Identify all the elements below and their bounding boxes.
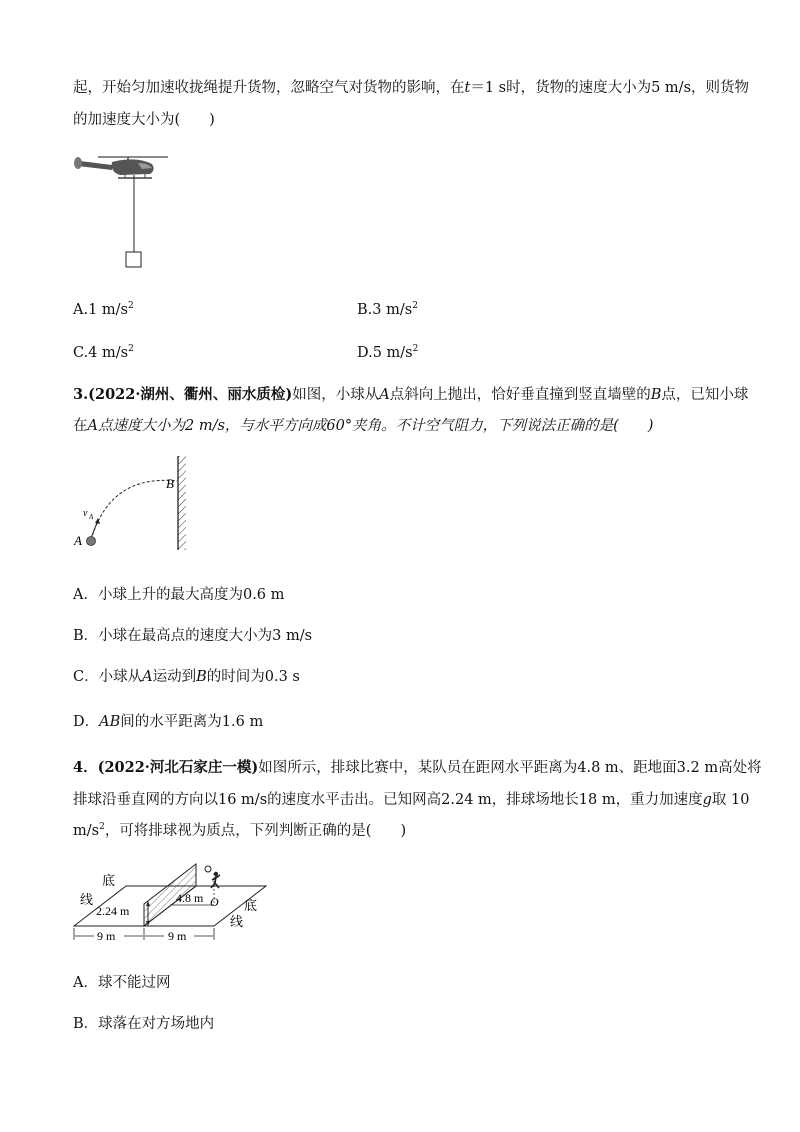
q3-option-c-b: B [196, 669, 207, 685]
q4-stem-line-1 [73, 758, 762, 778]
q2-option-c-exp: 2 [128, 344, 134, 354]
q3-text-d: 在 [73, 418, 88, 434]
q2-option-b-exp: 2 [412, 301, 418, 311]
q2-stem-line-2: 的加速度大小为( ) [73, 112, 215, 128]
q3-source: 3.(2022·湖州、衢州、丽水质检) [73, 386, 293, 403]
q2-stem-text-2: ＝1 s时，货物的速度大小为5 m/s，则货物 [470, 80, 750, 96]
q3-text-b: 点斜向上抛出，恰好垂直撞到竖直墙壁的 [389, 387, 651, 403]
volleyball-court-figure [70, 858, 270, 948]
q3-option-d-text-1: D． [73, 714, 100, 730]
q3-option-b[interactable]: B．小球在最高点的速度大小为3 m/s [73, 628, 313, 644]
q3-point-b: B [650, 387, 662, 403]
q4-option-b[interactable]: B．球落在对方场地内 [73, 1016, 215, 1032]
q3-option-c-a: A [142, 669, 153, 685]
q4-text-2: 排球沿垂直网的方向以16 m/s的速度水平击出。已知网高2.24 m，排球场地长18 m，重力加速度 [73, 792, 703, 808]
q3-option-c-text-3: 的时间为0.3 s [206, 669, 300, 685]
q2-stem-line-1 [73, 78, 749, 98]
seg1-label: 9 m [97, 929, 116, 943]
q4-text-1: 如图所示，排球比赛中，某队员在距网水平距离为4.8 m、距地面3.2 m高处将 [258, 760, 762, 776]
q2-option-c[interactable] [73, 343, 134, 363]
left-baseline-char-2: 线 [80, 892, 94, 907]
point-o-label: O [210, 895, 219, 909]
q3-option-c-text-1: C．小球从 [73, 669, 143, 685]
q2-option-a-text: A.1 m/s [73, 302, 128, 318]
net-height-label: 2.24 m [96, 904, 130, 918]
q2-option-d-text: D.5 m/s [357, 345, 413, 361]
q3-option-c-text-2: 运动到 [152, 669, 197, 685]
q2-stem-text: 起，开始匀加速收拢绳提升货物，忽略空气对货物的影响，在 [73, 80, 465, 96]
label-v: v [83, 508, 88, 519]
q3-text-a: 如图，小球从 [292, 387, 380, 403]
helicopter-figure [70, 148, 180, 273]
q3-stem-line-2 [73, 416, 653, 436]
distance-label: 4.8 m [176, 891, 204, 905]
q3-text-e: 点速度大小为2 m/s，与水平方向成60°夹角。不计空气阻力，下列说法正确的是( ) [97, 418, 654, 434]
q2-option-c-text: C.4 m/s [73, 345, 129, 361]
q2-var-t: t [464, 80, 471, 96]
q3-option-d-ab: AB [99, 714, 121, 730]
q3-point-a-2: A [87, 418, 98, 434]
q2-option-d-exp: 2 [412, 344, 419, 354]
label-b: B [166, 476, 174, 491]
q3-stem-line-1 [73, 385, 748, 405]
q3-option-d-text-2: 间的水平距离为1.6 m [120, 714, 264, 730]
q4-exp: 2 [99, 822, 105, 832]
q3-point-a: A [379, 387, 390, 403]
q3-option-d[interactable] [73, 712, 263, 732]
q4-text-3: 取 10 [711, 792, 750, 808]
q4-source: (2022·河北石家庄一模) [97, 759, 259, 776]
q3-text-c: 点，已知小球 [661, 387, 749, 403]
q3-option-c[interactable] [73, 667, 300, 687]
q4-option-a[interactable]: A．球不能过网 [73, 975, 171, 991]
seg2-label: 9 m [168, 929, 187, 943]
label-v-sub: A [89, 513, 94, 521]
right-baseline-char-2: 线 [230, 914, 244, 929]
q2-option-d[interactable] [357, 343, 418, 363]
q2-option-b[interactable] [357, 300, 418, 320]
q4-stem-line-3 [73, 821, 406, 841]
left-baseline-char-1: 底 [102, 873, 116, 888]
q3-option-a[interactable]: A．小球上升的最大高度为0.6 m [73, 587, 285, 603]
q4-stem-line-2 [73, 790, 749, 810]
right-baseline-char-1: 底 [244, 898, 258, 913]
q4-text-5: ，可将排球视为质点，下列判断正确的是( ) [104, 823, 407, 839]
label-a: A [74, 533, 82, 548]
q4-var-g: g [702, 792, 712, 808]
q2-option-a[interactable] [73, 300, 134, 320]
projectile-figure [70, 452, 200, 552]
q2-option-a-exp: 2 [128, 301, 134, 311]
q2-option-b-text: B.3 m/s [357, 302, 413, 318]
q4-text-4: m/s [73, 823, 100, 839]
q4-number: 4． [73, 759, 98, 776]
